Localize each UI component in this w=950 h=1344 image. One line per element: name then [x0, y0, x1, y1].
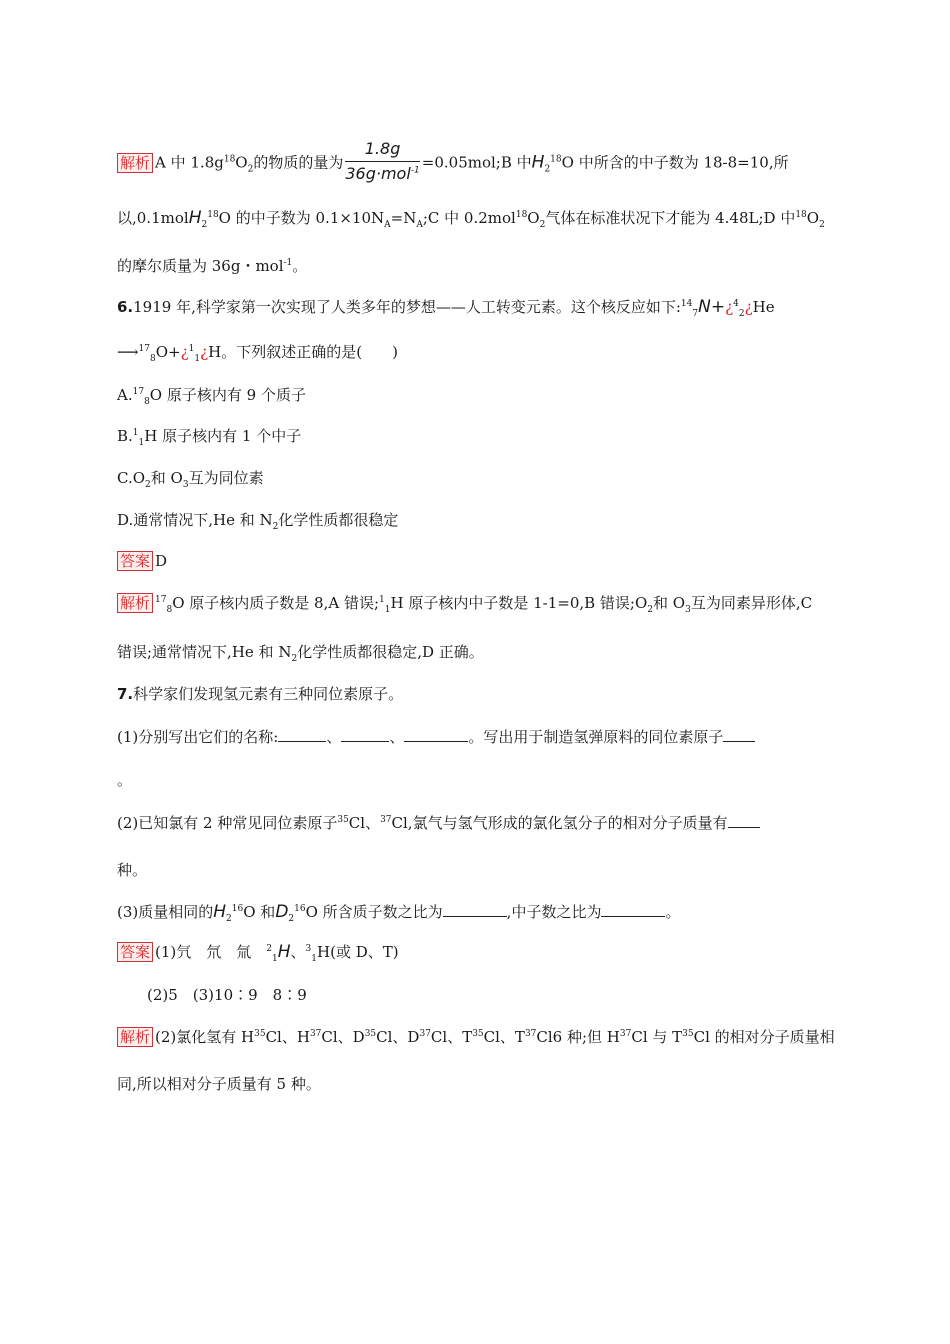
subscript: 2	[145, 480, 151, 490]
text: A.	[117, 386, 133, 404]
text: O 中所含的中子数为 18-8=10,所	[561, 153, 789, 172]
subscript: 2	[647, 605, 654, 615]
subscript: 2	[819, 220, 825, 230]
text: 气体在标准状况下才能为 4.48L;D 中	[545, 209, 796, 227]
q6-option-a	[117, 385, 837, 405]
text: 化学性质都很稳定,D 正确。	[297, 643, 484, 661]
atomic-number: 1	[272, 954, 278, 964]
isotope-mass: 18	[223, 154, 236, 165]
text: H 原子核内有 1 个中子	[144, 427, 302, 445]
isotope-mass: 1	[188, 344, 195, 354]
isotope-mass: 35	[682, 1029, 694, 1039]
subscript: A	[384, 220, 391, 230]
glyph: ¿	[180, 343, 189, 361]
subscript: 2	[226, 914, 232, 924]
subscript: A	[416, 220, 423, 230]
text: (2)已知氯有 2 种常见同位素原子	[117, 814, 338, 832]
isotope-mass: 17	[155, 595, 167, 605]
text: 化学性质都很稳定	[278, 511, 399, 529]
q7-answer-line-2	[117, 985, 867, 1005]
q6-analysis-line-1	[117, 593, 837, 613]
q7-stem	[117, 684, 837, 704]
text: C.O	[117, 469, 146, 487]
q7-answer-line-1	[117, 942, 837, 962]
q6-option-d	[117, 510, 837, 530]
text: 的物质的量为	[253, 153, 344, 172]
q6-analysis-line-2	[117, 642, 837, 662]
isotope-mass: 35	[254, 1029, 266, 1039]
isotope-mass: 18	[795, 210, 807, 220]
atomic-number: 7	[692, 309, 699, 319]
text: 同,所以相对分子质量有 5 种。	[117, 1075, 321, 1093]
math-symbol: H	[531, 152, 545, 173]
q5-analysis-line-3	[117, 256, 837, 276]
isotope-mass: 16	[294, 904, 306, 914]
text: 。	[665, 903, 681, 921]
subscript: 2	[291, 654, 298, 664]
subscript: 2	[201, 220, 208, 230]
q7-analysis-line-1	[117, 1027, 837, 1047]
atomic-number: 1	[194, 354, 201, 364]
text: Cl、T	[483, 1028, 525, 1046]
answer-blank[interactable]	[728, 813, 760, 828]
text: 。写出用于制造氢弹原料的同位素原子	[468, 728, 724, 746]
isotope-mass: 1	[132, 428, 139, 438]
answer-tag: 答案	[117, 551, 153, 571]
question-text: 1919 年,科学家第一次实现了人类多年的梦想——人工转变元素。这个核反应如下:	[133, 298, 681, 316]
text: 和 O	[150, 469, 183, 487]
text: 互为同素异形体,C	[690, 594, 813, 612]
text: O	[527, 209, 540, 227]
fraction-denominator	[345, 162, 419, 184]
text: He	[752, 298, 775, 316]
isotope-mass: 37	[380, 815, 392, 825]
atomic-number: 8	[149, 354, 156, 364]
question-number: 6.	[117, 298, 134, 316]
answer-blank[interactable]	[278, 727, 326, 742]
q6-option-c	[117, 468, 837, 488]
subscript: 2	[247, 164, 254, 175]
analysis-tag: 解析	[117, 593, 153, 613]
text: 、	[326, 728, 342, 746]
superscript: -1	[283, 258, 293, 268]
superscript: -1	[410, 165, 420, 176]
text: O	[806, 209, 820, 227]
glyph: ¿	[744, 298, 753, 316]
q5-analysis-line-1	[117, 141, 837, 186]
text: Cl、T	[430, 1028, 473, 1046]
answer-blank[interactable]	[443, 902, 507, 917]
text: H(或 D、T)	[317, 943, 399, 961]
math-symbol: +	[710, 297, 726, 317]
text: 。	[117, 771, 133, 789]
math-symbol: H	[188, 208, 202, 228]
analysis-tag: 解析	[117, 153, 153, 173]
isotope-mass: 4	[733, 299, 739, 309]
isotope-mass: 17	[138, 344, 150, 354]
text: (2)5 (3)10∶9 8∶9	[147, 986, 307, 1004]
answer-tag: 答案	[117, 942, 153, 962]
atomic-number: 2	[738, 309, 745, 319]
answer-value: D	[155, 552, 168, 570]
text: O 和	[243, 903, 276, 921]
isotope-mass: 16	[231, 904, 244, 914]
isotope-mass: 37	[619, 1029, 632, 1039]
q7-part-1-end	[117, 770, 837, 790]
atomic-number: 8	[144, 397, 150, 407]
text: (1)分别写出它们的名称:	[117, 728, 279, 746]
question-text: 科学家们发现氢元素有三种同位素原子。	[133, 685, 404, 703]
text: B.	[117, 427, 133, 445]
q7-part-3	[117, 902, 837, 922]
glyph: ¿	[725, 298, 734, 316]
text: (2)氯化氢有 H	[155, 1028, 255, 1046]
text: O+	[155, 343, 181, 361]
isotope-mass: 18	[207, 210, 219, 220]
q6-stem-line-2	[117, 342, 837, 362]
answer-blank[interactable]	[341, 727, 389, 742]
text: O 的中子数为 0.1×10N	[218, 209, 385, 227]
math-symbol: N	[698, 297, 711, 317]
math-symbol: H	[213, 902, 227, 922]
subscript: 2	[544, 164, 551, 175]
glyph: ¿	[200, 343, 209, 361]
math-symbol: D	[275, 902, 289, 922]
isotope-mass: 37	[524, 1029, 537, 1039]
atomic-number: 1	[311, 954, 318, 964]
q7-analysis-line-2	[117, 1074, 837, 1094]
math-symbol: H	[277, 942, 291, 962]
question-number: 7.	[117, 685, 134, 703]
q7-part-2-end	[117, 860, 837, 880]
text: Cl、D	[376, 1028, 420, 1046]
isotope-mass: 1	[379, 595, 385, 605]
text: 种。	[117, 861, 148, 879]
isotope-mass: 35	[364, 1029, 377, 1039]
text: D.通常情况下,He 和 N	[117, 511, 273, 529]
text: ,中子数之比为	[506, 903, 602, 921]
atomic-number: 8	[166, 605, 173, 615]
isotope-mass: 17	[132, 387, 145, 397]
subscript: 2	[539, 220, 546, 230]
text: H。下列叙述正确的是( )	[208, 343, 398, 361]
text: =N	[390, 209, 417, 227]
text: (3)质量相同的	[117, 903, 214, 921]
text: ;C 中 0.2mol	[422, 209, 516, 227]
arrow-icon: ⟶	[117, 343, 139, 361]
text: 、	[389, 728, 405, 746]
text: Cl、H	[265, 1028, 310, 1046]
answer-blank[interactable]	[404, 727, 468, 742]
text: 、	[290, 943, 306, 961]
text: 和 O	[653, 594, 686, 612]
text: O 所含质子数之比为	[305, 903, 443, 921]
isotope-mass: 37	[309, 1029, 322, 1039]
fraction	[345, 139, 419, 184]
text: 。	[292, 257, 308, 275]
isotope-mass: 14	[680, 299, 693, 309]
text: 互为同位素	[188, 469, 264, 487]
isotope-mass: 2	[266, 944, 272, 954]
q6-stem	[117, 297, 837, 317]
subscript: 3	[182, 480, 189, 490]
analysis-tag: 解析	[117, 1027, 153, 1047]
subscript: 2	[288, 914, 295, 924]
atomic-number: 1	[384, 605, 391, 615]
text: Cl、	[348, 814, 381, 832]
isotope-mass: 35	[472, 1029, 484, 1039]
isotope-mass: 18	[515, 210, 528, 220]
isotope-mass: 35	[337, 815, 349, 825]
isotope-mass: 37	[419, 1029, 431, 1039]
q6-option-b	[117, 426, 837, 446]
subscript: 3	[685, 605, 691, 615]
text: Cl6 种;但 H	[536, 1028, 620, 1046]
q5-analysis-line-2	[117, 208, 837, 228]
text: O	[235, 153, 248, 172]
answer-blank[interactable]	[601, 902, 665, 917]
text: (1)氕 氘 氚	[155, 943, 267, 961]
q6-answer	[117, 551, 837, 571]
q7-part-2	[117, 813, 837, 833]
text: H 原子核内中子数是 1-1=0,B 错误;O	[390, 594, 648, 612]
text: Cl,氯气与氢气形成的氯化氢分子的相对分子质量有	[391, 814, 728, 832]
text: Cl、D	[321, 1028, 365, 1046]
text: Cl 的相对分子质量相	[693, 1028, 835, 1046]
text: A 中 1.8g	[155, 153, 224, 172]
text: O 原子核内质子数是 8,A 错误;	[172, 594, 380, 612]
fraction-numerator: 1.8g	[345, 139, 419, 162]
text: 错误;通常情况下,He 和 N	[117, 643, 292, 661]
q7-part-1	[117, 727, 837, 747]
atomic-number: 1	[138, 438, 145, 448]
text: 的摩尔质量为 36g・mol	[117, 257, 284, 275]
text: O 原子核内有 9 个质子	[149, 386, 306, 404]
text: 以,0.1mol	[117, 209, 189, 227]
subscript: 2	[272, 522, 279, 532]
answer-blank[interactable]	[723, 727, 755, 742]
isotope-mass: 18	[550, 154, 562, 165]
text: Cl 与 T	[631, 1028, 683, 1046]
isotope-mass: 3	[305, 944, 312, 954]
text: 36g·mol	[345, 164, 411, 183]
text: =0.05mol;B 中	[421, 153, 532, 172]
